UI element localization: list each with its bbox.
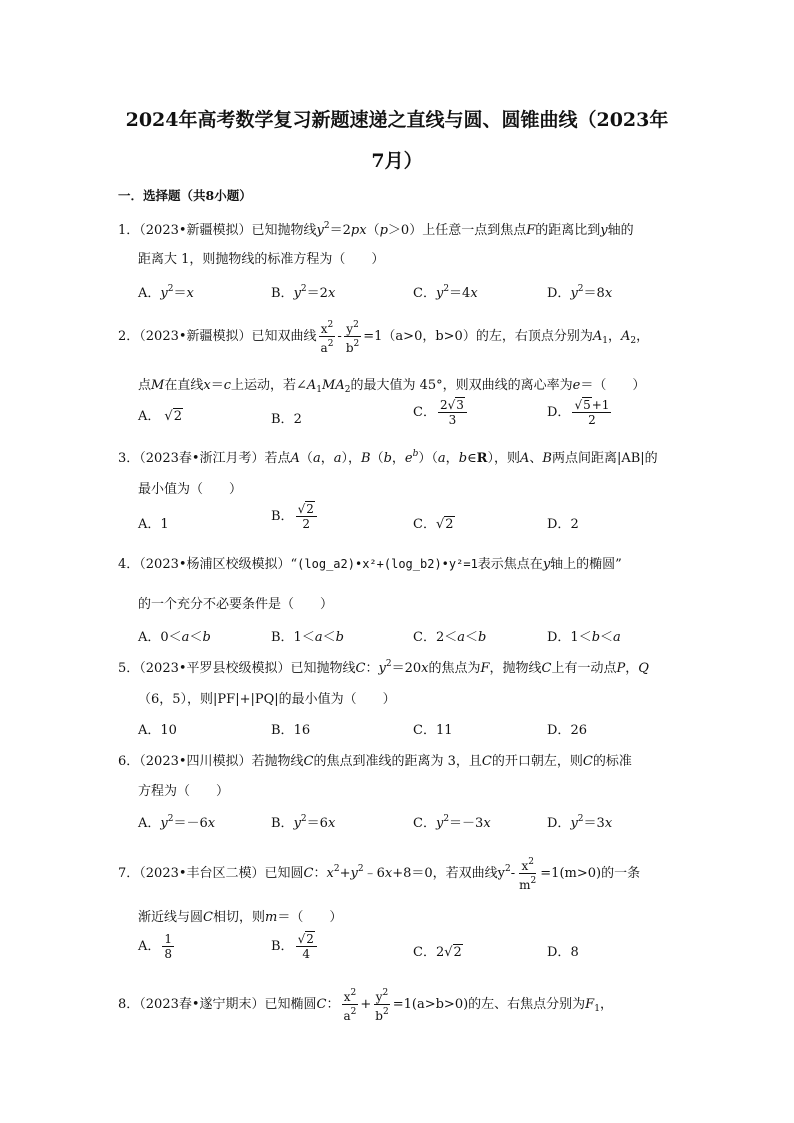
question-3-option-b[interactable]: B． $\frac{√2}{2}$ xyxy=(271,502,319,531)
question-5-line-2: （6，5），则|PF|+|PQ|的最小值为（ ） xyxy=(138,692,396,707)
question-2-option-b[interactable]: B．2 xyxy=(271,412,302,427)
question-3-line-1: 3．（2023春•浙江月考）若点A（a，a），B（b，$e^b)(a$，b∈R），则A、B两点间距离|AB|的 xyxy=(118,449,658,466)
question-6-option-d[interactable]: D．$y^2=3x$ xyxy=(547,814,613,831)
question-7-option-b[interactable]: B． $\frac{√2}{4}$ xyxy=(271,932,319,961)
question-5-line-1: 5．（2023•平罗县校级模拟）已知抛物线C：$y^2=20x$的焦点为F，抛物线C上有一动点P，Q xyxy=(118,659,649,676)
question-1-option-d[interactable]: D．$y^2=8x$ xyxy=(547,284,613,301)
question-3-option-a[interactable]: A．1 xyxy=(138,517,169,532)
question-3-option-d[interactable]: D．2 xyxy=(547,517,579,532)
question-2-option-a[interactable]: A． √2 xyxy=(138,409,182,424)
question-7-option-d[interactable]: D．8 xyxy=(547,945,579,960)
question-1-option-a[interactable]: A．$y^2=x$ xyxy=(138,284,194,301)
question-4-option-d[interactable]: D．1＜b＜a xyxy=(547,630,621,645)
question-7-option-a[interactable]: A． $\frac{1}{8}$ xyxy=(138,932,173,961)
question-5-option-a[interactable]: A．10 xyxy=(138,723,177,738)
question-2-option-c[interactable]: C． $\frac{2√3}{3}$ xyxy=(413,398,469,427)
question-1-line-1: 1．（2023•新疆模拟）已知抛物线$y^2=2px(p>0)$上任意一点到焦点F的距离比到y轴的 xyxy=(118,221,634,238)
question-4-option-c[interactable]: C．2＜a＜b xyxy=(413,630,487,645)
document-title-line-1: 2024年高考数学复习新题速递之直线与圆、圆锥曲线（2023年 xyxy=(125,109,669,131)
question-7-option-c[interactable]: C．2√2 xyxy=(413,945,462,960)
question-2-line-1: 2．（2023•新疆模拟）已知双曲线 $\frac{x^2}{a^2}$ - $\frac{y^2}{b^2}$ =1（a>0，b>0）的左，右顶点分别为$A_1$，$A_2$， xyxy=(118,320,650,355)
question-6-line-1: 6．（2023•四川模拟）若抛物线C的焦点到准线的距离为 3，且C的开口朝左，则C的标准 xyxy=(118,754,632,769)
question-2-line-2: 点M在直线x＝c上运动，若$\angle A_1MA_2$的最大值为 45°，则双曲线的离心率为e＝（ ） xyxy=(138,378,646,395)
question-3-option-c[interactable]: C．√2 xyxy=(413,517,454,532)
question-5-option-b[interactable]: B．16 xyxy=(271,723,311,738)
question-1-option-c[interactable]: C．$y^2=4x$ xyxy=(413,284,478,301)
question-8-line-1: 8．（2023春•遂宁期末）已知椭圆C： $\frac{x^2}{a^2}$ + $\frac{y^2}{b^2}$ =1(a>b>0)的左、右焦点分别为$F_1$， xyxy=(118,988,613,1023)
question-1-option-b[interactable]: B．$y^2=2x$ xyxy=(271,284,336,301)
question-6-option-b[interactable]: B．$y^2=6x$ xyxy=(271,814,336,831)
question-4-option-a[interactable]: A．0＜a＜b xyxy=(138,630,211,645)
question-2-option-d[interactable]: D． $\frac{√5+1}{2}$ xyxy=(547,398,610,427)
question-6-option-c[interactable]: C．$y^2=-3x$ xyxy=(413,814,491,831)
question-6-line-2: 方程为（ ） xyxy=(138,784,230,799)
question-7-line-1: 7．（2023•丰台区二模）已知圆C：$x^2+y^2﹣6x+8=0$，若双曲线$y^2-$ $\frac{x^2}{m^2}$ =1(m>0)的一条 xyxy=(118,857,641,892)
question-4-line-1: 4．（2023•杨浦区校级模拟）“(log_a2)•x²+(log_b2)•y²=1表示焦点在y轴上的椭圆” xyxy=(118,557,622,572)
question-4-line-2: 的一个充分不必要条件是（ ） xyxy=(138,597,334,612)
document-title-line-2: 7月） xyxy=(371,150,423,172)
section-heading: 一．选择题（共8小题） xyxy=(118,188,252,203)
question-5-option-c[interactable]: C．11 xyxy=(413,723,453,738)
question-3-line-2: 最小值为（ ） xyxy=(138,482,243,497)
question-6-option-a[interactable]: A．$y^2=-6x$ xyxy=(138,814,216,831)
question-7-line-2: 渐近线与圆C相切，则m＝（ ） xyxy=(138,910,343,925)
question-1-line-2: 距离大 1，则抛物线的标准方程为（ ） xyxy=(138,252,385,267)
question-5-option-d[interactable]: D．26 xyxy=(547,723,587,738)
question-4-option-b[interactable]: B．1＜a＜b xyxy=(271,630,344,645)
